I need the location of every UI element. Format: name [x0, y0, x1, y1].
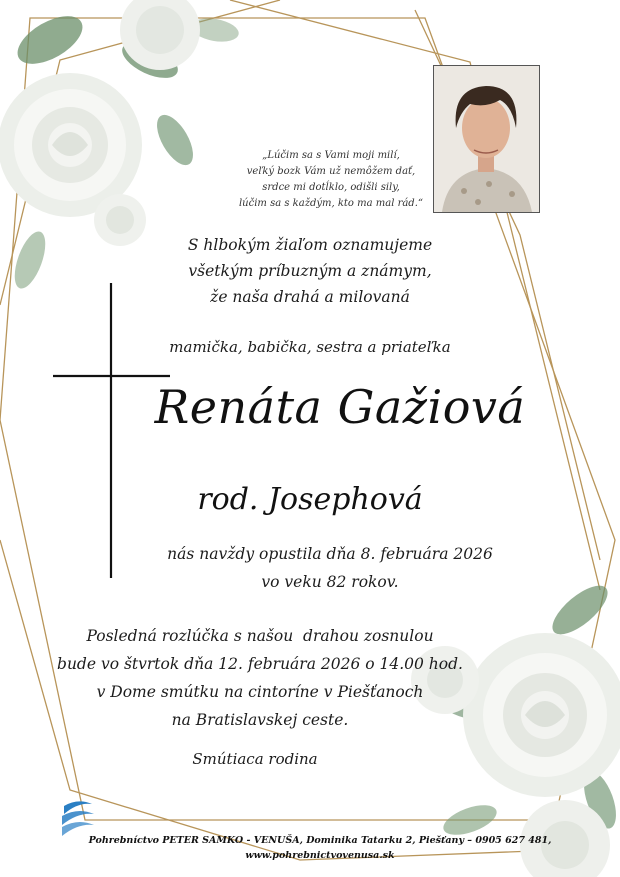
funeral-line: na Bratislavskej ceste. [171, 711, 349, 729]
funeral-line: v Dome smútku na cintoríne v Piešťanoch [96, 683, 424, 701]
family-signature: Smútiaca rodina [192, 750, 318, 768]
funeral-details [40, 622, 480, 734]
family-relation: mamička, babička, sestra a priateľka [169, 338, 451, 356]
announcement-line: že naša drahá a milovaná [210, 288, 410, 306]
funeral-home-logo-icon [62, 801, 94, 836]
poem-line: „Lúčim sa s Vami moji milí, [262, 150, 400, 161]
age-line: vo veku 82 rokov. [261, 573, 399, 591]
funeral-home-address: Pohrebníctvo PETER SAMKO - VENUŠA, Dominika Tatarku 2, Piešťany – 0905 627 481, [88, 835, 552, 846]
funeral-line: Posledná rozlúčka s našou drahou zosnulou [86, 627, 434, 645]
poem-line: srdce mi dotĺklo, odišli sily, [262, 182, 400, 193]
funeral-home-website-link[interactable]: www.pohrebnictvovenusa.sk [245, 850, 395, 861]
poem-line: veľký bozk Vám už nemôžem dať, [246, 166, 416, 177]
portrait-photo [433, 65, 540, 213]
announcement-text [150, 232, 470, 310]
poem-line: lúčim sa s každým, kto ma mal rád.“ [238, 198, 424, 209]
announcement-line: všetkým príbuzným a známym, [188, 262, 432, 280]
farewell-poem [226, 148, 436, 212]
maiden-name: rod. Josephová [197, 482, 423, 517]
announcement-line: S hlbokým žiaľom oznamujeme [187, 236, 433, 254]
portrait-illustration [434, 66, 539, 212]
death-date-line: nás navždy opustila dňa 8. februára 2026 [167, 545, 493, 563]
funeral-line: bude vo štvrtok dňa 12. februára 2026 o 14.00 hod. [57, 655, 463, 673]
death-details [140, 540, 520, 596]
funeral-home-footer [40, 833, 600, 863]
deceased-name: Renáta Gažiová [154, 380, 526, 434]
